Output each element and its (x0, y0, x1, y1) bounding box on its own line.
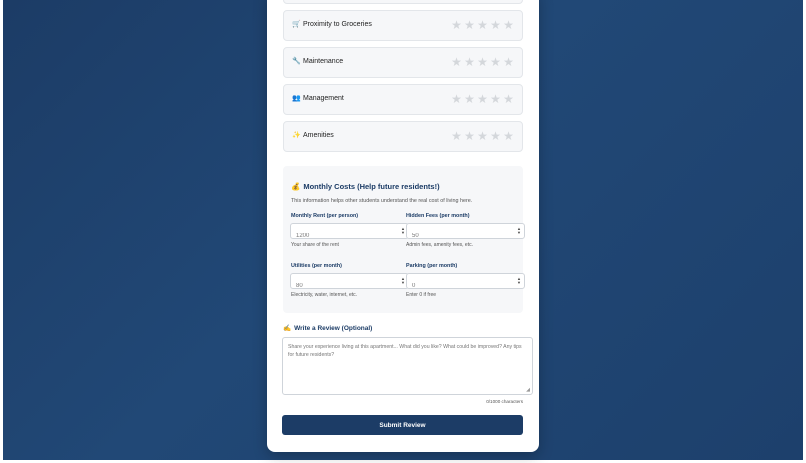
character-count: 0/1000 characters (486, 399, 523, 404)
utilities-input[interactable] (291, 279, 391, 293)
star-rating (451, 91, 514, 107)
star-icon[interactable]: ★ (464, 129, 475, 143)
star-icon[interactable]: ★ (464, 92, 475, 106)
monthly-costs-section (283, 166, 523, 313)
rating-row-amenities (283, 121, 523, 152)
spinner-icon[interactable]: ▲ ▼ (401, 226, 405, 235)
star-icon[interactable]: ★ (503, 55, 514, 69)
rating-row-groceries (283, 10, 523, 41)
rating-row-maintenance (283, 47, 523, 78)
rent-label: Monthly Rent (per person) (291, 213, 359, 219)
rating-label: Management (303, 94, 344, 102)
sparkle-icon: ✨ (292, 132, 301, 139)
star-icon[interactable]: ★ (477, 129, 488, 143)
parking-field (406, 273, 525, 289)
star-icon[interactable]: ★ (451, 55, 462, 69)
star-icon[interactable]: ★ (503, 92, 514, 106)
rating-label: Proximity to Groceries (303, 20, 372, 28)
star-icon[interactable]: ★ (451, 129, 462, 143)
writing-hand-icon: ✍️ (283, 325, 292, 332)
star-icon[interactable]: ★ (490, 92, 501, 106)
star-icon[interactable]: ★ (490, 129, 501, 143)
star-icon[interactable]: ★ (451, 92, 462, 106)
utilities-help: Electricity, water, internet, etc. (291, 292, 358, 298)
star-icon[interactable]: ★ (464, 55, 475, 69)
spinner-icon[interactable]: ▲ ▼ (401, 276, 405, 285)
utilities-field (290, 273, 409, 289)
hidden-fees-input[interactable] (407, 229, 507, 243)
star-icon[interactable]: ★ (503, 129, 514, 143)
spinner-icon[interactable]: ▲ ▼ (517, 276, 521, 285)
section-description: This information helps other students understand the real cost of living here. (291, 198, 473, 204)
spinner-icon[interactable]: ▲ ▼ (517, 226, 521, 235)
rating-row-partial (283, 0, 523, 4)
hidden-fees-field (406, 223, 525, 239)
star-icon[interactable]: ★ (477, 92, 488, 106)
star-icon[interactable]: ★ (490, 18, 501, 32)
star-icon[interactable]: ★ (490, 55, 501, 69)
review-textarea-wrapper (282, 337, 533, 395)
people-icon: 👥 (292, 95, 301, 102)
parking-input[interactable] (407, 279, 507, 293)
parking-help: Enter 0 if free (406, 292, 437, 298)
star-icon[interactable]: ★ (503, 18, 514, 32)
cart-icon: 🛒 (292, 21, 301, 28)
submit-review-button[interactable]: Submit Review (282, 415, 523, 435)
rent-help: Your share of the rent (291, 242, 339, 248)
star-icon[interactable]: ★ (477, 55, 488, 69)
parking-label: Parking (per month) (406, 263, 458, 269)
hidden-fees-help: Admin fees, amenity fees, etc. (406, 242, 473, 248)
star-rating (451, 17, 514, 33)
resize-handle-icon[interactable]: ◢ (526, 387, 530, 393)
star-icon[interactable]: ★ (451, 18, 462, 32)
rating-label: Maintenance (303, 57, 344, 65)
utilities-label: Utilities (per month) (291, 263, 342, 269)
money-bag-icon: 💰 (291, 182, 301, 191)
star-rating (451, 54, 514, 70)
review-title: ✍️ Write a Review (Optional) (283, 324, 373, 332)
rent-input[interactable] (291, 229, 391, 243)
star-icon[interactable]: ★ (464, 18, 475, 32)
rent-field (290, 223, 409, 239)
wrench-icon: 🔧 (292, 58, 301, 65)
star-rating (451, 128, 514, 144)
rating-label: Amenities (303, 131, 334, 139)
hidden-fees-label: Hidden Fees (per month) (406, 213, 470, 219)
review-textarea[interactable] (283, 338, 532, 394)
rating-row-management (283, 84, 523, 115)
section-title: 💰 Monthly Costs (Help future residents!) (291, 182, 440, 191)
star-icon[interactable]: ★ (477, 18, 488, 32)
